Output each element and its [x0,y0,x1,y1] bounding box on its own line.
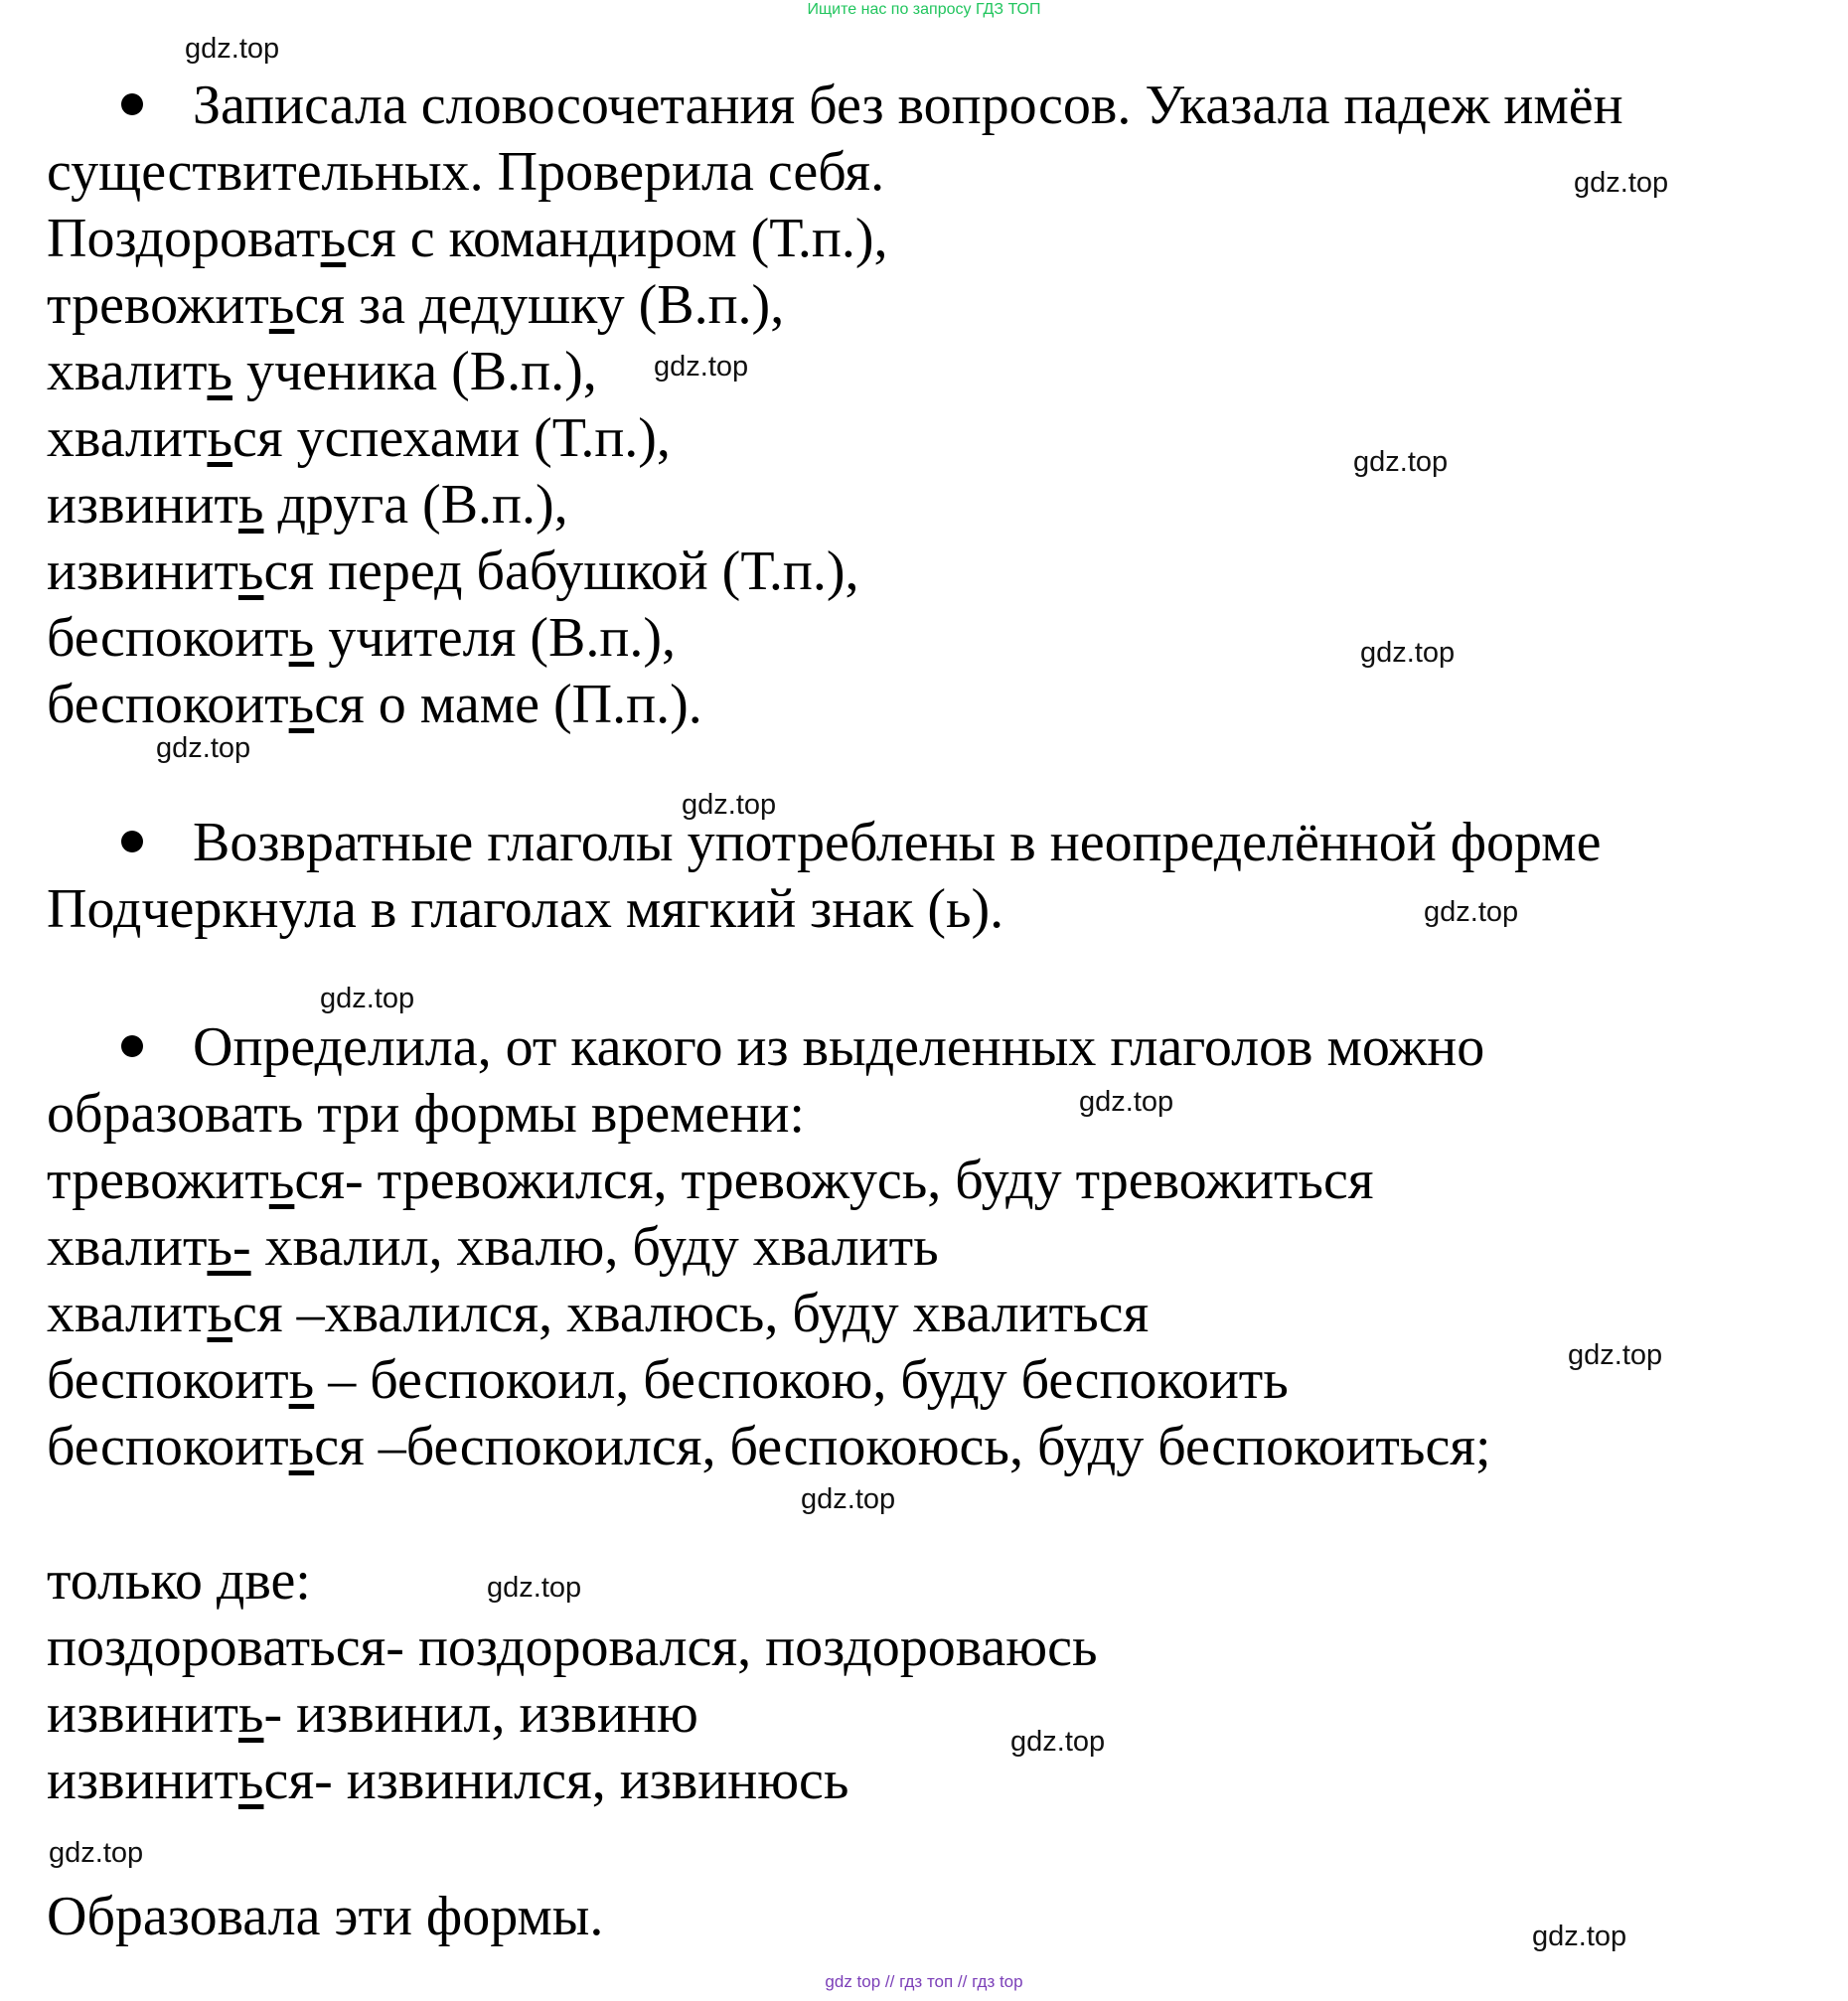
watermark: gdz.top [1532,1921,1627,1952]
bullet-tense-forms: Определила, от какого из выделенных глаголов можно [121,1014,1484,1080]
watermark: gdz.top [1424,896,1519,928]
watermark: gdz.top [1353,446,1449,478]
phrase-line: Поздороваться с командиром (Т.п.), [47,208,888,269]
phrase-line: хвалиться успехами (Т.п.), [47,407,671,469]
bullet-dot [121,1035,143,1057]
three-forms-line: беспокоить – беспокоил, беспокою, буду беспокоить [47,1349,1289,1411]
phrase-line: беспокоиться о маме (П.п.). [47,674,702,735]
watermark: gdz.top [1568,1339,1663,1371]
watermark: gdz.top [801,1483,896,1515]
intro-text: Записала словосочетания без вопросов. Указала падеж имён [193,75,1623,136]
watermark: gdz.top [487,1572,582,1604]
three-forms-line: хвалиться –хвалился, хвалюсь, буду хвалиться [47,1283,1150,1344]
bullet-reflexive: Возвратные глаголы употреблены в неопределённой форме [121,810,1601,875]
phrase-line: беспокоить учителя (В.п.), [47,607,676,669]
two-forms-line: извинить- извинил, извиню [47,1683,698,1745]
phrase-line: хвалить ученика (В.п.), [47,341,597,402]
watermark: gdz.top [185,33,280,65]
watermark: gdz.top [1079,1086,1174,1118]
footer-banner: gdz top // гдз топ // гдз top [825,1972,1023,1991]
tense-intro-2: образовать три формы времени: [47,1083,805,1145]
two-forms-line: извиниться- извинился, извинюсь [47,1750,849,1811]
bullet-dot [121,93,143,115]
closing-line: Образовала эти формы. [47,1886,604,1947]
three-forms-line: тревожиться- тревожился, тревожусь, буду тревожиться [47,1150,1374,1211]
phrase-line: извиниться перед бабушкой (Т.п.), [47,540,859,602]
three-forms-line: беспокоиться –беспокоился, беспокоюсь, буду беспокоиться; [47,1416,1491,1477]
watermark: gdz.top [654,351,749,383]
watermark: gdz.top [1574,167,1669,199]
three-forms-line: хвалить- хвалил, хвалю, буду хвалить [47,1216,939,1278]
two-forms-line: поздороваться- поздоровался, поздороваюсь [47,1616,1098,1678]
bullet-dot [121,831,143,852]
phrase-line: извинить друга (В.п.), [47,474,568,536]
only-two-label: только две: [47,1550,311,1612]
bullet-intro-1 [121,73,1623,138]
underline-note: Подчеркнула в глаголах мягкий знак (ь). [47,878,1004,940]
watermark: gdz.top [1010,1726,1106,1758]
intro-line-2: существительных. Проверила себя. [47,141,885,203]
watermark: gdz.top [49,1837,144,1869]
watermark: gdz.top [682,789,777,821]
watermark: gdz.top [156,732,251,764]
watermark: gdz.top [320,983,415,1014]
phrase-line: тревожиться за дедушку (В.п.), [47,274,785,336]
watermark: gdz.top [1360,637,1456,669]
search-banner: Ищите нас по запросу ГДЗ ТОП [807,1,1041,18]
